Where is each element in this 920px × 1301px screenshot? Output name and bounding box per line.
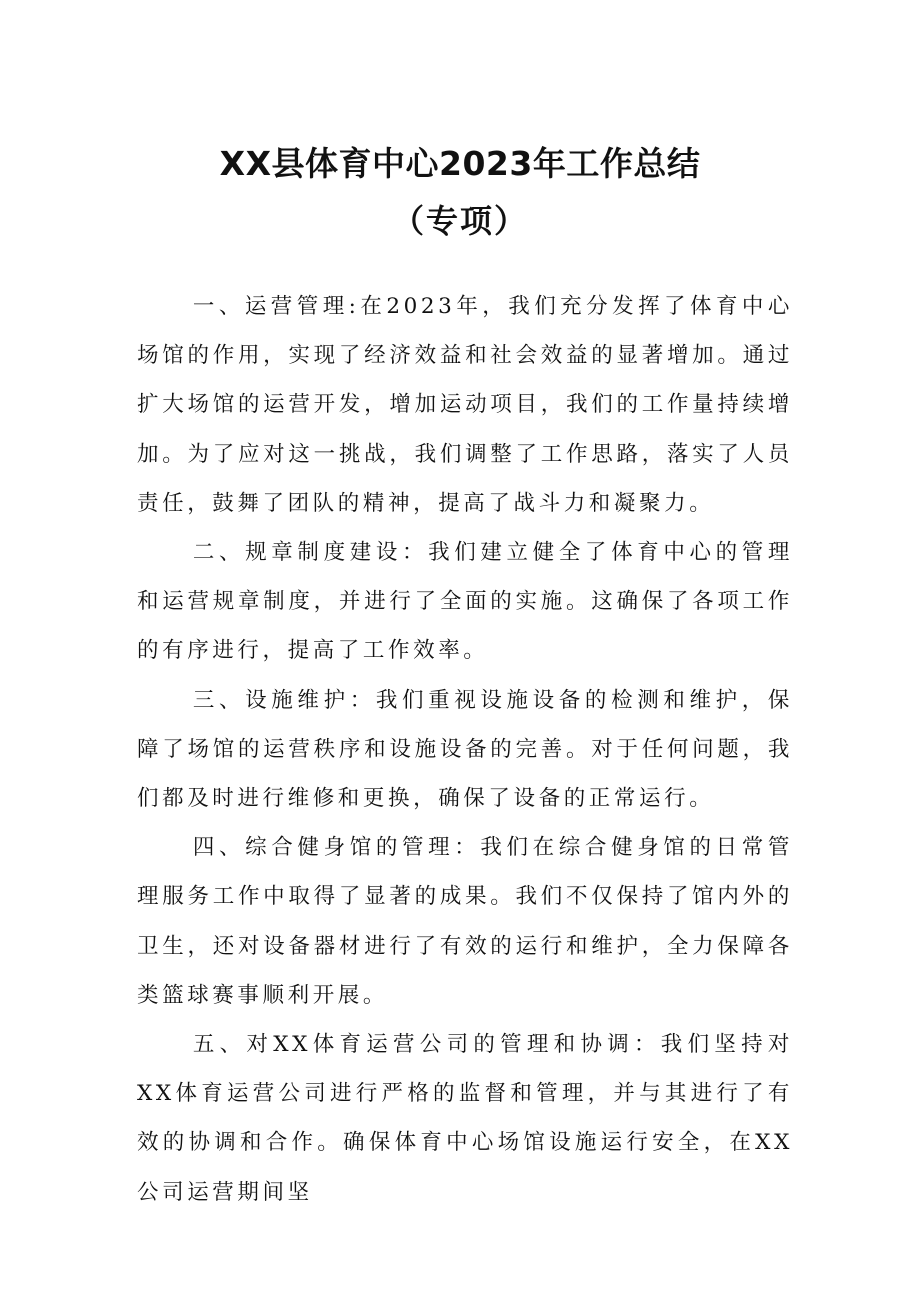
paragraph-fitness-hall: 四、综合健身馆的管理：我们在综合健身馆的日常管理服务工作中取得了显著的成果。我们不仅保持了馆内外的卫生，还对设备器材进行了有效的运行和维护，全力保障各类篮球赛事顺利开展。 [137, 835, 793, 1008]
document-title: XX县体育中心2023年工作总结 [219, 144, 701, 183]
paragraph-regulations: 二、规章制度建设：我们建立健全了体育中心的管理和运营规章制度，并进行了全面的实施。这确保了各项工作的有序进行，提高了工作效率。 [137, 540, 793, 664]
paragraph-operations: 一、运营管理:在2023年，我们充分发挥了体育中心场馆的作用，实现了经济效益和社会效益的显著增加。通过扩大场馆的运营开发，增加运动项目，我们的工作量持续增加。为了应对这一挑战，我们调整了工作思路，落实了人员责任，鼓舞了团队的精神，提高了战斗力和凝聚力。 [137, 294, 793, 516]
paragraph-facility-maintenance: 三、设施维护：我们重视设施设备的检测和维护，保障了场馆的运营秩序和设施设备的完善。对于任何问题，我们都及时进行维修和更换，确保了设备的正常运行。 [137, 687, 793, 812]
paragraph-operating-company: 五、对XX体育运营公司的管理和协调：我们坚持对XX体育运营公司进行严格的监督和管理，并与其进行了有效的协调和合作。确保体育中心场馆设施运行安全，在XX公司运营期间坚 [137, 1032, 793, 1205]
document-body [137, 282, 793, 1217]
document-subtitle: （专项） [391, 202, 528, 240]
